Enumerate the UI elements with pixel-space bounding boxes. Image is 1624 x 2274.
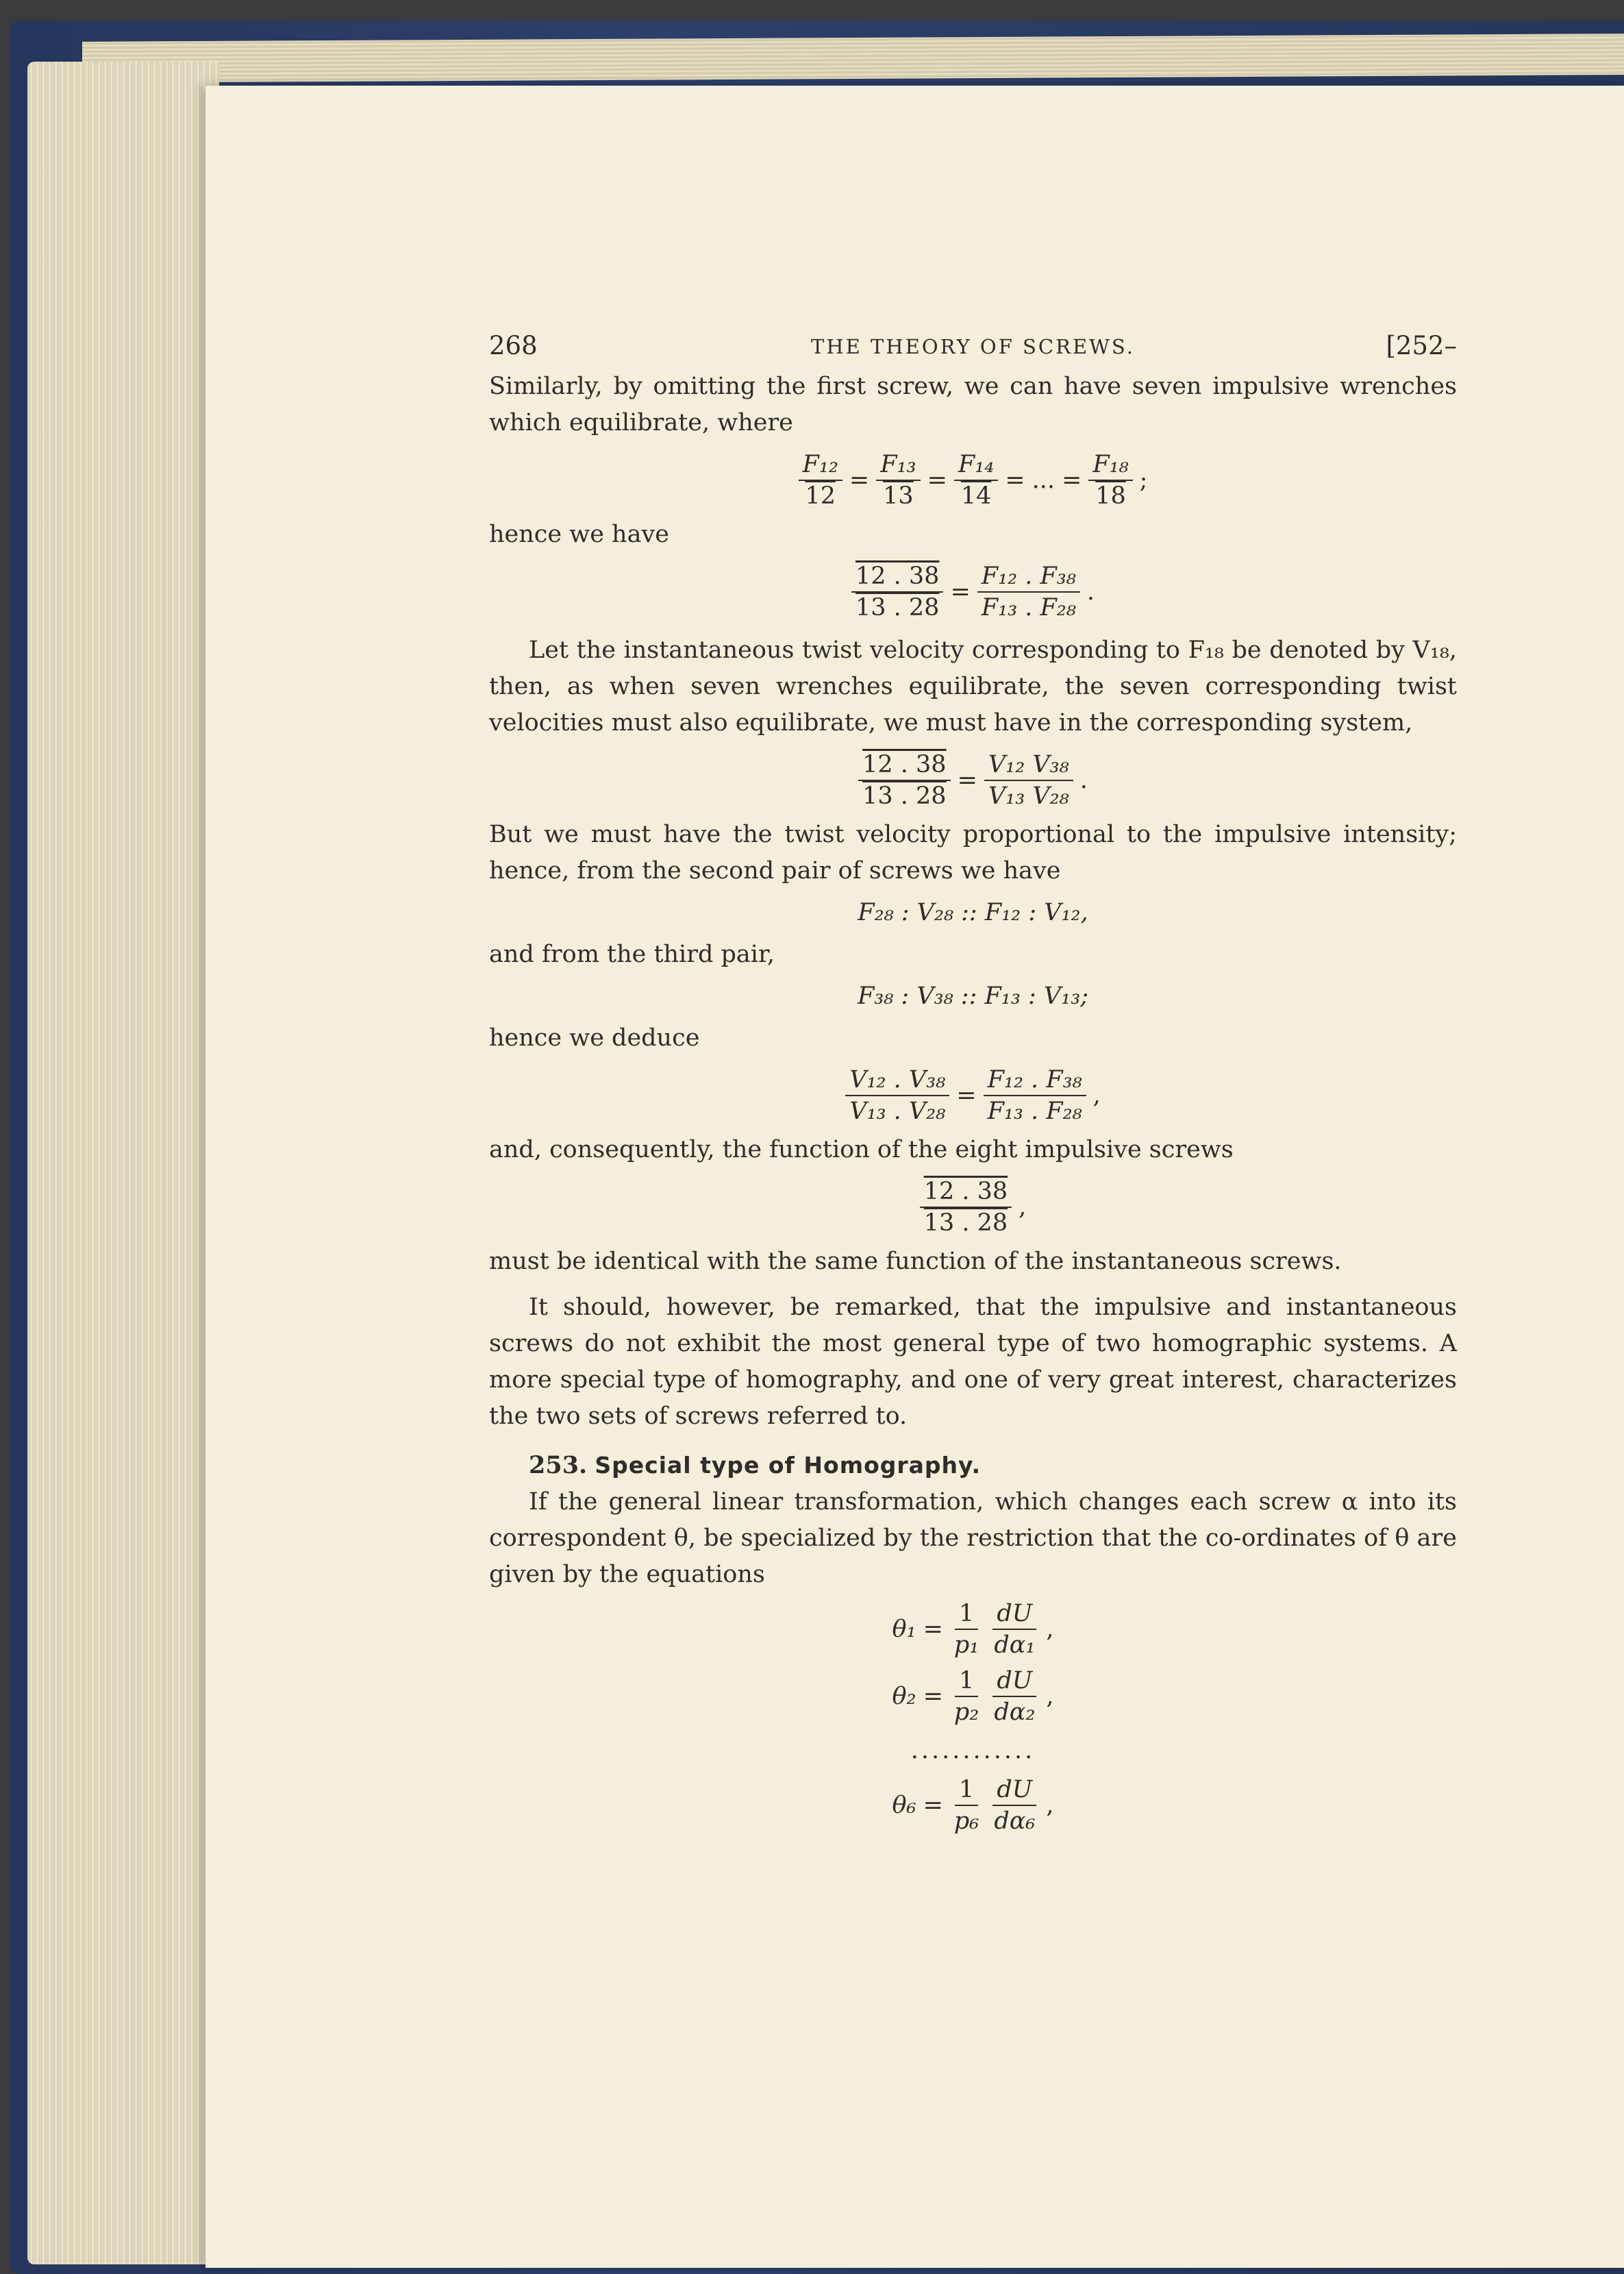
theta-6-da: dα₆ bbox=[994, 1807, 1036, 1835]
paragraph-3: Let the instantaneous twist velocity corresponding to F₁₈ be denoted by V₁₈, then, as when seven wrenches equilibrate, the seven corresponding twist velocities must also equilibrate, we must have in the corresponding system, bbox=[489, 637, 1457, 737]
page-edges-left bbox=[27, 62, 219, 2264]
theta-1-end: , bbox=[1046, 1615, 1054, 1643]
page-number: 268 bbox=[489, 331, 538, 360]
eq3-rden: V₁₃ V₂₈ bbox=[988, 782, 1069, 810]
eq1-ellipsis: ... bbox=[1032, 466, 1055, 494]
eq1-den-1: 12 bbox=[805, 482, 836, 510]
equation-theta-6: θ₆ = $\frac{1}{\text{p₆}}$ $\frac{dU}{\text{dα₆}}$ , bbox=[892, 1776, 1054, 1835]
equation-2: $\frac{12 . 38}{13 . 28}$ = $\frac{\text{F₁₂ . F₃₈}}{\text{F₁₃ . F₂₈}}$ . bbox=[489, 558, 1457, 623]
theta-6-end: , bbox=[1046, 1791, 1054, 1819]
paragraph-6: hence we deduce bbox=[489, 1024, 700, 1052]
eq2-lden: 13 . 28 bbox=[855, 594, 940, 621]
eq1-num-2: F₁₃ bbox=[876, 449, 920, 481]
eq7-end: , bbox=[1019, 1193, 1027, 1221]
eq7-num: 12 . 38 bbox=[920, 1176, 1012, 1208]
eq5-text: F₃₈ : V₃₈ :: F₁₃ : V₁₃; bbox=[857, 982, 1089, 1010]
running-header bbox=[489, 327, 1457, 369]
equation-theta-2: θ₂ = $\frac{1}{\text{p₂}}$ $\frac{dU}{\text{dα₂}}$ , bbox=[892, 1667, 1054, 1726]
paragraph-8: must be identical with the same function of the instantaneous screws. bbox=[489, 1248, 1342, 1275]
eq2-rden: F₁₃ . F₂₈ bbox=[981, 594, 1076, 621]
equation-ratio-chain: $\frac{\text{F₁₂}}{12}$ = $\frac{\text{F₁₃}}{13}$ = $\frac{\text{F₁₄}}{14}$ = ... = $\frac{\text{F₁₈}}{18}$ ; bbox=[489, 447, 1457, 511]
theta-6-lhs: θ₆ bbox=[892, 1791, 916, 1819]
theta-1-du: dU bbox=[992, 1598, 1036, 1630]
paragraph-10: If the general linear transformation, which changes each screw α into its correspondent θ, be specialized by the restriction that the co-ordinates of θ are given by the equations bbox=[489, 1488, 1457, 1588]
equation-theta-1: θ₁ = $\frac{1}{\text{p₁}}$ $\frac{dU}{\text{dα₁}}$ , bbox=[892, 1600, 1054, 1659]
theta-2-end: , bbox=[1046, 1682, 1054, 1710]
equation-6: $\frac{\text{V₁₂ . V₃₈}}{\text{V₁₃ . V₂₈}}$ = $\frac{\text{F₁₂ . F₃₈}}{\text{F₁₃ . F₂₈}}$ , bbox=[489, 1062, 1457, 1126]
eq1-end: ; bbox=[1139, 466, 1148, 494]
eq3-lnum: 12 . 38 bbox=[858, 750, 950, 781]
theta-6-du: dU bbox=[992, 1775, 1036, 1806]
equation-3: $\frac{12 . 38}{13 . 28}$ = $\frac{\text{V₁₂ V₃₈}}{\text{V₁₃ V₂₈}}$ . bbox=[489, 747, 1457, 811]
equation-4 bbox=[489, 895, 1457, 931]
theta-1-one: 1 bbox=[955, 1598, 978, 1630]
paragraph-1: Similarly, by omitting the first screw, we can have seven impulsive wrenches which equilibrate, where bbox=[489, 373, 1457, 436]
eq1-num-3: F₁₄ bbox=[954, 449, 998, 481]
equation-dots bbox=[489, 1733, 1457, 1769]
eq2-end: . bbox=[1086, 578, 1095, 606]
dots-row: ............ bbox=[910, 1737, 1036, 1764]
theta-2-lhs: θ₂ bbox=[892, 1682, 916, 1710]
eq1-den-4: 18 bbox=[1095, 482, 1126, 510]
section-marker: [252– bbox=[1386, 331, 1457, 360]
eq1-den-2: 13 bbox=[883, 482, 914, 510]
eq1-num-4: F₁₈ bbox=[1088, 449, 1132, 481]
page-edges-top bbox=[82, 34, 1624, 83]
eq6-lden: V₁₃ . V₂₈ bbox=[849, 1098, 946, 1125]
eq2-rnum: F₁₂ . F₃₈ bbox=[977, 561, 1080, 593]
section-heading bbox=[489, 1447, 1457, 1484]
eq6-end: , bbox=[1092, 1081, 1101, 1109]
eq7-den: 13 . 28 bbox=[923, 1209, 1008, 1237]
equation-7 bbox=[489, 1174, 1457, 1238]
eq3-end: . bbox=[1079, 766, 1088, 794]
eq2-lnum: 12 . 38 bbox=[851, 561, 943, 593]
eq3-lden: 13 . 28 bbox=[862, 782, 947, 810]
paragraph-4: But we must have the twist velocity proportional to the impulsive intensity; hence, from the second pair of screws we have bbox=[489, 821, 1457, 885]
theta-6-one: 1 bbox=[955, 1775, 978, 1806]
paragraph-7: and, consequently, the function of the eight impulsive screws bbox=[489, 1136, 1234, 1163]
paragraph-5: and from the third pair, bbox=[489, 941, 775, 968]
theta-1-p: p₁ bbox=[953, 1631, 979, 1659]
theta-1-da: dα₁ bbox=[994, 1631, 1036, 1659]
running-title: THE THEORY OF SCREWS. bbox=[811, 335, 1135, 358]
text-block bbox=[489, 327, 1457, 1842]
eq6-rden: F₁₃ . F₂₈ bbox=[987, 1098, 1082, 1125]
theta-2-one: 1 bbox=[955, 1666, 978, 1697]
paragraph-2: hence we have bbox=[489, 521, 669, 548]
theta-2-du: dU bbox=[992, 1666, 1036, 1697]
section-title: Special type of Homography. bbox=[595, 1452, 982, 1479]
paragraph-9: It should, however, be remarked, that the impulsive and instantaneous screws do not exhibit the most general type of two homographic systems. A more special type of homography, and one of very great interest, characterizes the two sets of screws referred to. bbox=[489, 1294, 1457, 1430]
theta-6-p: p₆ bbox=[953, 1807, 979, 1835]
eq6-rnum: F₁₂ . F₃₈ bbox=[984, 1065, 1086, 1096]
section-number: 253. bbox=[529, 1451, 588, 1479]
theta-1-lhs: θ₁ bbox=[892, 1615, 916, 1643]
eq6-lnum: V₁₂ . V₃₈ bbox=[845, 1065, 949, 1096]
theta-2-da: dα₂ bbox=[994, 1698, 1036, 1726]
eq3-rnum: V₁₂ V₃₈ bbox=[984, 750, 1073, 781]
equation-5 bbox=[489, 978, 1457, 1015]
eq1-num-1: F₁₂ bbox=[799, 449, 842, 481]
eq4-text: F₂₈ : V₂₈ :: F₁₂ : V₁₂, bbox=[858, 899, 1088, 926]
eq1-den-3: 14 bbox=[960, 482, 992, 510]
theta-2-p: p₂ bbox=[953, 1698, 979, 1726]
